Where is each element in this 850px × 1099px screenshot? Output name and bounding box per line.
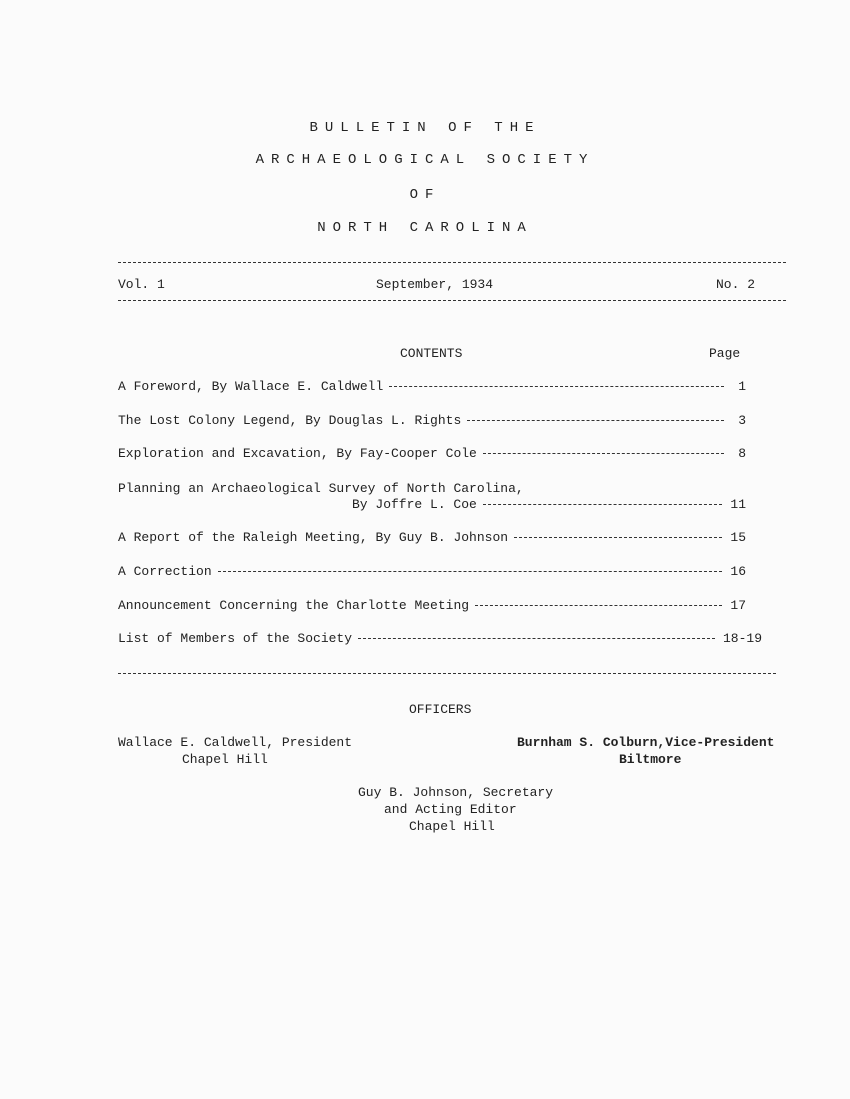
toc-entry-page: 3 (738, 413, 746, 428)
toc-entry-page: 1 (738, 379, 746, 394)
header-rule-bottom (118, 300, 786, 301)
toc-entry-title: Exploration and Excavation, By Fay-Cooper Cole (118, 446, 477, 461)
toc-entry-title-continued: By Joffre L. Coe (352, 497, 477, 512)
page-column-heading: Page (709, 346, 741, 361)
toc-entry (352, 497, 746, 515)
toc-entry-page: 11 (730, 497, 746, 512)
contents-rule-bottom (118, 673, 776, 674)
volume-number: Vol. 1 (118, 277, 165, 292)
toc-entry-page: 8 (738, 446, 746, 461)
vice-president-name: Burnham S. Colburn,Vice-President (517, 735, 775, 750)
toc-entry-title: A Correction (118, 564, 212, 579)
bulletin-title-line-2: ARCHAEOLOGICAL SOCIETY (255, 152, 595, 168)
officers-heading: OFFICERS (409, 702, 472, 717)
toc-entry-title: List of Members of the Society (118, 631, 353, 646)
toc-entry-page: 18-19 (722, 631, 762, 646)
contents-heading: CONTENTS (400, 346, 463, 361)
toc-leader (475, 605, 722, 606)
toc-entry (118, 379, 746, 397)
secretary-role: and Acting Editor (384, 802, 517, 817)
bulletin-title-line-4: NORTH CAROLINA (317, 220, 533, 236)
secretary-location: Chapel Hill (409, 819, 495, 834)
secretary-name: Guy B. Johnson, Secretary (358, 785, 554, 800)
toc-entry-page: 16 (730, 564, 746, 579)
bulletin-title-line-3: OF (409, 187, 441, 203)
toc-entry-page: 17 (730, 598, 746, 613)
header-rule-top (118, 262, 786, 263)
toc-entry-title: A Foreword, By Wallace E. Caldwell (118, 379, 384, 394)
president-name: Wallace E. Caldwell, President (118, 735, 353, 750)
issue-number: No. 2 (716, 277, 756, 292)
toc-entry-page: 15 (730, 530, 746, 545)
toc-leader (483, 453, 724, 454)
toc-entry (118, 631, 762, 649)
toc-leader (358, 638, 715, 639)
toc-entry (118, 564, 746, 582)
toc-leader (389, 386, 724, 387)
toc-entry (118, 446, 746, 464)
bulletin-title-line-1: BULLETIN OF THE (309, 120, 541, 136)
toc-leader (218, 571, 723, 572)
president-location: Chapel Hill (182, 752, 268, 767)
toc-leader (467, 420, 724, 421)
toc-entry (118, 598, 746, 616)
vice-president-location: Biltmore (619, 752, 682, 767)
toc-leader (483, 504, 723, 505)
toc-entry (118, 530, 746, 548)
toc-leader (514, 537, 722, 538)
toc-entry (118, 413, 746, 431)
issue-date: September, 1934 (376, 277, 494, 292)
toc-entry-title: Planning an Archaeological Survey of North Carolina, (118, 481, 524, 496)
toc-entry-title: The Lost Colony Legend, By Douglas L. Rights (118, 413, 462, 428)
toc-entry-title: A Report of the Raleigh Meeting, By Guy B. Johnson (118, 530, 509, 545)
toc-entry-title: Announcement Concerning the Charlotte Meeting (118, 598, 470, 613)
